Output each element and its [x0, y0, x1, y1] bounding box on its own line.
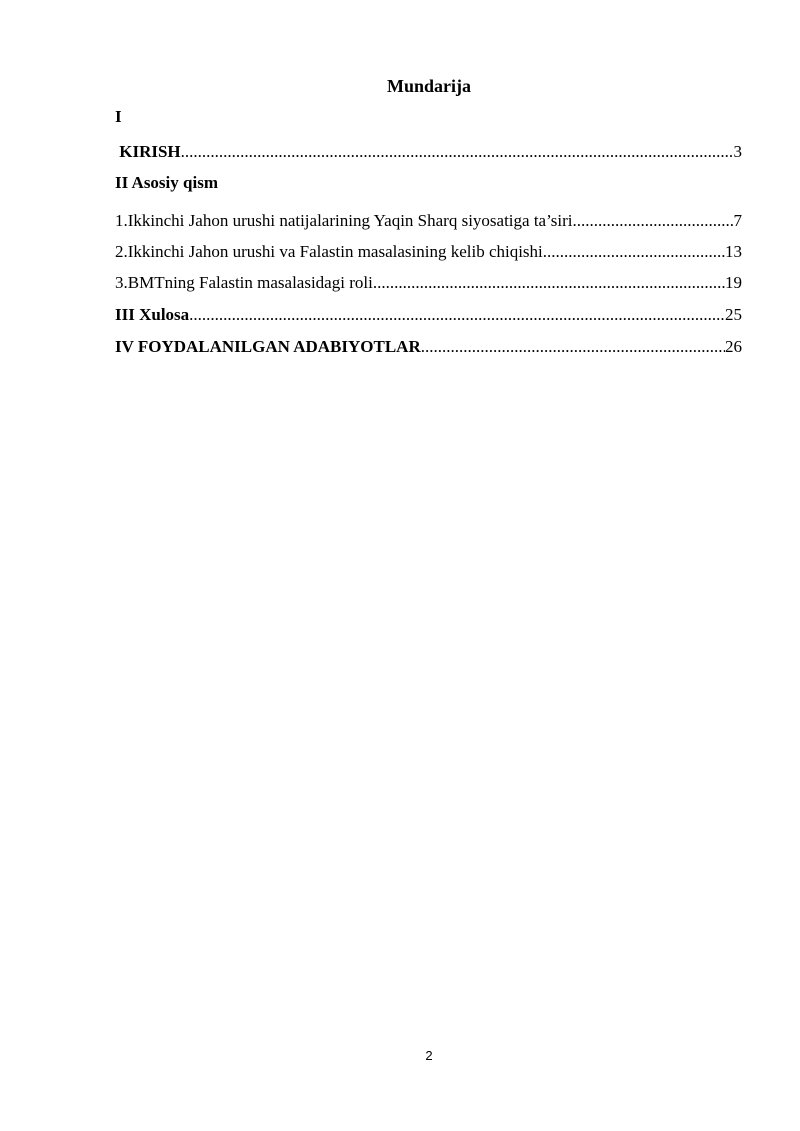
toc-entry-item-3[interactable]: [115, 273, 742, 293]
toc-entry-item-1[interactable]: [115, 211, 742, 231]
section-heading-asosiy: II Asosiy qism: [115, 173, 218, 192]
toc-entry-page: 3: [733, 142, 742, 161]
toc-entry-page: 26: [725, 337, 742, 356]
dot-leader: [189, 305, 725, 325]
dot-leader: [543, 242, 725, 262]
toc-entry-label: KIRISH: [115, 142, 181, 161]
dot-leader: [421, 337, 725, 357]
toc-entry-xulosa[interactable]: [115, 305, 742, 325]
toc-entry-label: IV FOYDALANILGAN ADABIYOTLAR: [115, 337, 421, 356]
dot-leader: [573, 211, 734, 231]
toc-entry-page: 7: [733, 211, 742, 230]
toc-entry-label: 1.Ikkinchi Jahon urushi natijalarining Yaqin Sharq siyosatiga ta’siri: [115, 211, 573, 230]
page-number: 2: [425, 1048, 433, 1063]
dot-leader: [373, 273, 725, 293]
toc-title: Mundarija: [386, 76, 471, 96]
toc-entry-label: 3.BMTning Falastin masalasidagi roli: [115, 273, 373, 292]
toc-entry-adabiyotlar[interactable]: [115, 337, 742, 357]
toc-entry-label: 2.Ikkinchi Jahon urushi va Falastin masalasining kelib chiqishi: [115, 242, 543, 261]
toc-entry-item-2[interactable]: [115, 242, 742, 262]
toc-entry-kirish[interactable]: [115, 142, 742, 162]
toc-entry-label: III Xulosa: [115, 305, 190, 324]
dot-leader: [181, 142, 734, 162]
toc-entry-page: 25: [725, 305, 742, 324]
toc-entry-page: 13: [725, 242, 742, 261]
section-numeral-i: I: [115, 107, 122, 126]
toc-entry-page: 19: [725, 273, 742, 292]
